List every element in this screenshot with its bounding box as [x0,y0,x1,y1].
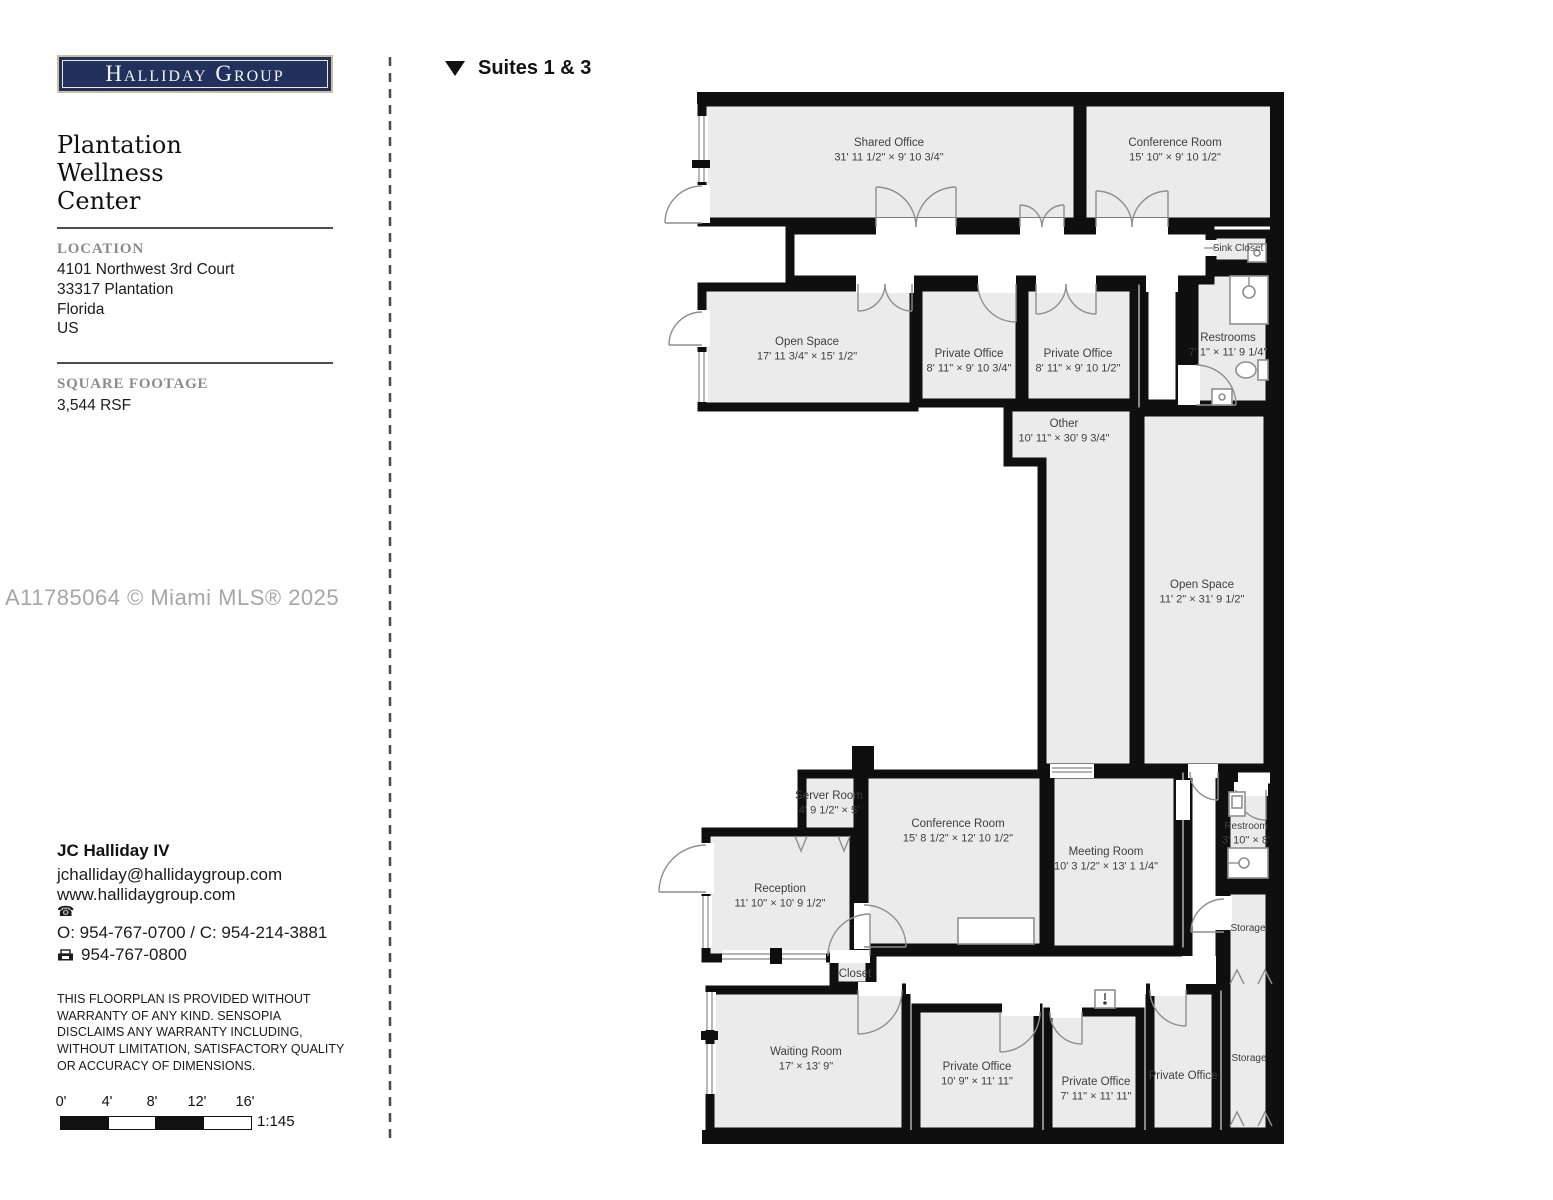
window [692,116,710,182]
room-label-private-office-4: Private Office 7' 11" × 11' 11" [1060,1076,1132,1103]
mls-watermark: A11785064 © Miami MLS® 2025 [5,585,340,610]
agent-fax: 954-767-0800 [81,945,187,964]
scale-tick: 16' [235,1094,255,1110]
address-line: US [57,320,79,338]
agent-phones: O: 954-767-0700 / C: 954-214-3881 [57,923,328,942]
sink-icon [1228,848,1268,878]
room-label-meeting-room: Meeting Room 10' 3 1/2" × 13' 1 1/4" [1053,846,1159,873]
window [699,896,712,948]
scale-tick: 0' [55,1094,67,1110]
corridor-right [1188,772,1220,986]
square-footage-value: 3,544 RSF [57,397,132,414]
room-label-reception: Reception 11' 10" × 10' 9 1/2" [734,883,826,910]
phone-icon: ☎ [57,903,75,919]
room-label-private-office-3: Private Office 10' 9" × 11' 11" [941,1061,1013,1088]
scale-tick: 12' [187,1094,207,1110]
sink-icon [1212,389,1232,405]
plan-title: Suites 1 & 3 [478,57,592,79]
agent-website: www.hallidaygroup.com [57,885,236,904]
toilet-icon [1236,360,1268,380]
room-label-conference-room-upper: Conference Room 15' 10" × 9' 10 1/2" [1128,137,1222,164]
room-label-closet: Closet [838,968,872,980]
agent-name: JC Halliday IV [57,841,170,860]
room-label-open-space-right: Open Space 11' 2" × 31' 9 1/2" [1159,579,1245,606]
address-line: 33317 Plantation [57,280,174,298]
credenza [958,918,1034,944]
window [695,352,708,402]
toilet-icon [1229,792,1245,816]
room-label-open-space-upper: Open Space 17' 11 3/4" × 15' 1/2" [756,336,858,363]
logo-text: Halliday Group [105,61,285,86]
room-label-private-office-2: Private Office 8' 11" × 9' 10 1/2" [1035,348,1121,375]
property-name: Plantation Wellness Center [57,131,182,215]
electrical-panel-icon [1095,990,1115,1008]
room-label-conference-room-lower: Conference Room 15' 8 1/2" × 12' 10 1/2" [902,818,1014,845]
room-label-restroom-lower: Restroom 3' 10" × 8' [1221,821,1271,847]
room-label-private-office-1: Private Office 8' 11" × 9' 10 3/4" [926,348,1012,375]
corridor-restrooms [1144,284,1180,404]
shower-icon [1230,276,1268,324]
agent-email: jchalliday@hallidaygroup.com [57,865,283,884]
room-other [1008,407,1134,768]
room-label-other: Other 10' 11" × 30' 9 3/4" [1018,418,1110,445]
scale-tick: 4' [101,1094,113,1110]
disclaimer-text: THIS FLOORPLAN IS PROVIDED WITHOUT WARRANTY OF ANY KIND. SENSOPIA DISCLAIMS ANY WARRANTY INCLUDING, WITHOUT LIMITATION, SATISFACTORY QUALITY OR ACCURACY OF DIMENSIONS. [57,992,345,1073]
room-private-office-5 [1150,990,1216,1132]
room-label-restrooms: Restrooms 7' 1" × 11' 9 1/4" [1188,332,1268,359]
room-private-office-4 [1048,1012,1140,1132]
room-private-office-1 [918,287,1020,403]
scale-tick: 8' [146,1094,158,1110]
room-label-server-room: Server Room 4' 9 1/2" × 5' [795,790,863,817]
square-footage-heading: SQUARE FOOTAGE [57,376,209,392]
scale-ratio: 1:145 [257,1113,295,1130]
room-label-storage-lower: Storage [1231,1053,1267,1064]
address-line: 4101 Northwest 3rd Court [57,261,235,278]
room-label-shared-office: Shared Office 31' 11 1/2" × 9' 10 3/4" [834,137,944,164]
room-label-sink-closet: Sink Closet [1212,243,1264,254]
room-label-private-office-5: Private Office [1148,1070,1218,1082]
room-private-office-2 [1024,287,1134,403]
room-label-waiting-room: Waiting Room 17' × 13' 9" [770,1046,842,1073]
room-server [802,774,858,832]
location-heading: LOCATION [57,241,144,257]
window [722,948,826,964]
address-line: Florida [57,300,105,318]
room-label-storage-upper: Storage [1230,923,1266,934]
